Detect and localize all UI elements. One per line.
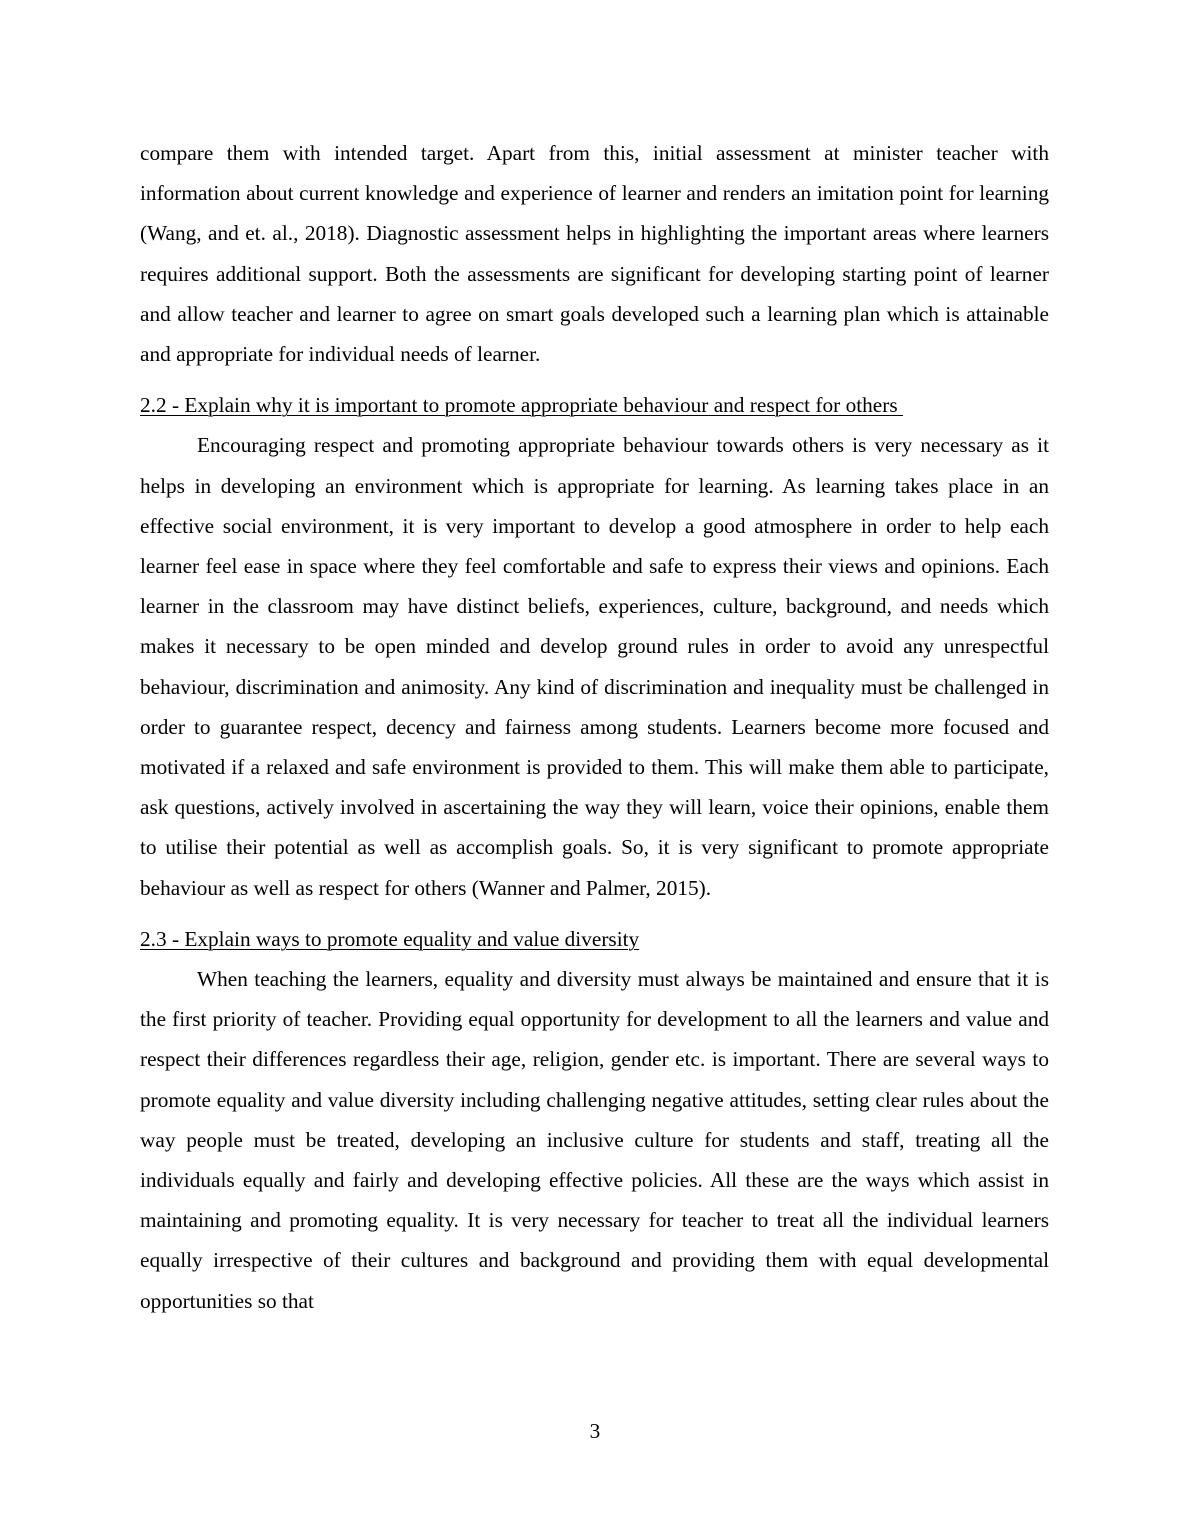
- section-body-2-2: Encouraging respect and promoting appropriate behaviour towards others is very necessary as it helps in developing an environment which is appropriate for learning. As learning takes place in an effective social environment, it is very important to develop a good atmosphere in order to help each learner feel ease in space where they feel comfortable and safe to express their views and opinions. Each learner in the classroom may have distinct beliefs, experiences, culture, background, and needs which makes it necessary to be open minded and develop ground rules in order to avoid any unrespectful behaviour, discrimination and animosity. Any kind of discrimination and inequality must be challenged in order to guarantee respect, decency and fairness among students. Learners become more focused and motivated if a relaxed and safe environment is provided to them. This will make them able to participate, ask questions, actively involved in ascertaining the way they will learn, voice their opinions, enable them to utilise their potential as well as accomplish goals. So, it is very significant to promote appropriate behaviour as well as respect for others (Wanner and Palmer, 2015).: [140, 433, 1049, 900]
- document-page: [140, 133, 1049, 1321]
- page-number: 3: [589, 1419, 601, 1443]
- section-body-2-3: When teaching the learners, equality and diversity must always be maintained and ensure that it is the first priority of teacher. Providing equal opportunity for development to all the learners and value and respect their differences regardless their age, religion, gender etc. is important. There are several ways to promote equality and value diversity including challenging negative attitudes, setting clear rules about the way people must be treated, developing an inclusive culture for students and staff, treating all the individuals equally and fairly and developing effective policies. All these are the ways which assist in maintaining and promoting equality. It is very necessary for teacher to treat all the individual learners equally irrespective of their cultures and background and providing them with equal developmental opportunities so that: [140, 967, 1049, 1313]
- intro-paragraph: compare them with intended target. Apart from this, initial assessment at minister teacher with information about current knowledge and experience of learner and renders an imitation point for learning (Wang, and et. al., 2018). Diagnostic assessment helps in highlighting the important areas where learners requires additional support. Both the assessments are significant for developing starting point of learner and allow teacher and learner to agree on smart goals developed such a learning plan which is attainable and appropriate for individual needs of learner.: [140, 141, 1049, 367]
- section-heading-2-3: 2.3 - Explain ways to promote equality and value diversity: [140, 926, 640, 951]
- section-heading-2-2: 2.2 - Explain why it is important to promote appropriate behaviour and respect for others: [140, 393, 903, 418]
